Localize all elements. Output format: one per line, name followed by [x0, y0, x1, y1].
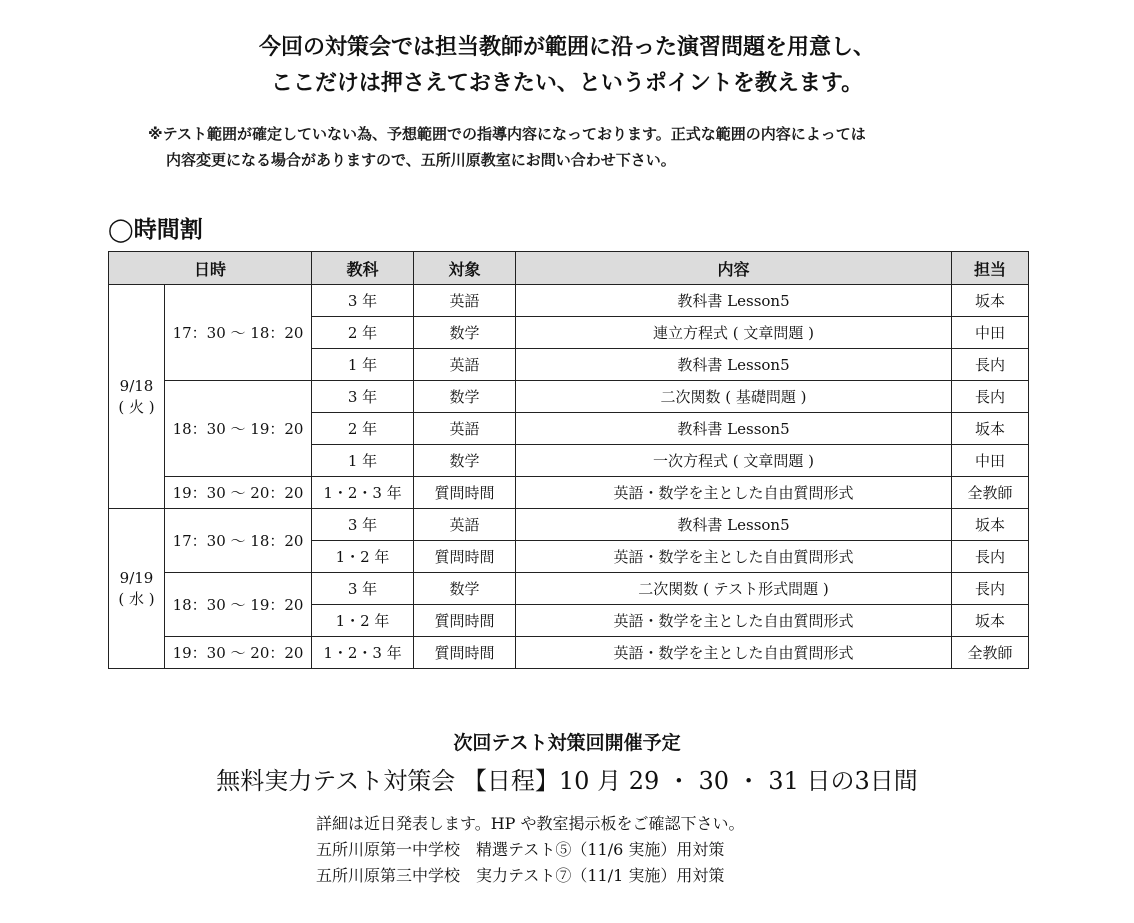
grade-cell: 3 年 [312, 285, 414, 317]
time-slot: 18：30 ～ 19：20 [165, 573, 312, 637]
subject-cell: 質問時間 [414, 605, 516, 637]
details-line-2: 五所川原第一中学校 精選テスト⑤（11/6 実施）用対策 [316, 840, 725, 859]
header-target: 対象 [414, 252, 516, 285]
content-cell: 教科書 Lesson5 [516, 509, 952, 541]
content-cell: 教科書 Lesson5 [516, 285, 952, 317]
header-subject: 教科 [312, 252, 414, 285]
grade-cell: 1・2・3 年 [312, 637, 414, 669]
details-line-1: 詳細は近日発表します。HP や教室掲示板をご確認下さい。 [316, 814, 745, 833]
date-cell [109, 509, 165, 669]
content-cell: 英語・数学を主とした自由質問形式 [516, 477, 952, 509]
time-slot: 19：30 ～ 20：20 [165, 477, 312, 509]
intro-line-1: 今回の対策会では担当教師が範囲に沿った演習問題を用意し、 [258, 35, 875, 60]
grade-cell: 3 年 [312, 381, 414, 413]
table-row [109, 381, 1029, 413]
grade-cell: 2 年 [312, 317, 414, 349]
next-event-heading: 次回テスト対策回開催予定 [453, 732, 681, 754]
details-line-3: 五所川原第三中学校 実力テスト⑦（11/1 実施）用対策 [316, 866, 725, 885]
content-cell: 英語・数学を主とした自由質問形式 [516, 541, 952, 573]
teacher-cell: 長内 [952, 541, 1029, 573]
weekday: ( 火 ) [118, 397, 155, 416]
date-cell [109, 285, 165, 509]
time-slot: 19：30 ～ 20：20 [165, 637, 312, 669]
teacher-cell: 長内 [952, 573, 1029, 605]
details-block [316, 811, 1016, 889]
time-slot: 18：30 ～ 19：20 [165, 381, 312, 477]
grade-cell: 1 年 [312, 349, 414, 381]
content-cell: 連立方程式 ( 文章問題 ) [516, 317, 952, 349]
subject-cell: 数学 [414, 445, 516, 477]
content-cell: 英語・数学を主とした自由質問形式 [516, 605, 952, 637]
notice [148, 121, 1048, 173]
table-row [109, 509, 1029, 541]
timetable [108, 251, 1029, 669]
teacher-cell: 全教師 [952, 477, 1029, 509]
teacher-cell: 坂本 [952, 605, 1029, 637]
subject-cell: 英語 [414, 285, 516, 317]
next-event-title: 無料実力テスト対策会 【日程】10 月 29 ・ 30 ・ 31 日の3日間 [216, 767, 918, 795]
header-date-time: 日時 [109, 252, 312, 285]
content-cell: 教科書 Lesson5 [516, 349, 952, 381]
grade-cell: 1 年 [312, 445, 414, 477]
subject-cell: 英語 [414, 349, 516, 381]
content-cell: 二次関数 ( テスト形式問題 ) [516, 573, 952, 605]
grade-cell: 3 年 [312, 509, 414, 541]
timetable-header-row [109, 252, 1029, 285]
teacher-cell: 全教師 [952, 637, 1029, 669]
teacher-cell: 長内 [952, 381, 1029, 413]
subject-cell: 英語 [414, 413, 516, 445]
time-slot: 17：30 ～ 18：20 [165, 285, 312, 381]
table-row [109, 573, 1029, 605]
grade-cell: 1・2・3 年 [312, 477, 414, 509]
section-heading-timetable: ◯時間割 [108, 217, 203, 243]
teacher-cell: 坂本 [952, 413, 1029, 445]
notice-line-2: 内容変更になる場合がありますので、五所川原教室にお問い合わせ下さい。 [166, 151, 676, 169]
header-teacher: 担当 [952, 252, 1029, 285]
teacher-cell: 中田 [952, 445, 1029, 477]
teacher-cell: 中田 [952, 317, 1029, 349]
table-row [109, 285, 1029, 317]
subject-cell: 数学 [414, 573, 516, 605]
weekday: ( 水 ) [118, 589, 155, 608]
table-row [109, 477, 1029, 509]
header-content: 内容 [516, 252, 952, 285]
grade-cell: 1・2 年 [312, 605, 414, 637]
grade-cell: 2 年 [312, 413, 414, 445]
content-cell: 教科書 Lesson5 [516, 413, 952, 445]
subject-cell: 質問時間 [414, 477, 516, 509]
content-cell: 二次関数 ( 基礎問題 ) [516, 381, 952, 413]
teacher-cell: 坂本 [952, 509, 1029, 541]
notice-line-1: ※テスト範囲が確定していない為、予想範囲での指導内容になっております。正式な範囲の内容によっては [148, 125, 866, 143]
next-event-block [0, 729, 1134, 799]
grade-cell: 3 年 [312, 573, 414, 605]
date: 9/19 [119, 568, 154, 587]
grade-cell: 1・2 年 [312, 541, 414, 573]
content-cell: 英語・数学を主とした自由質問形式 [516, 637, 952, 669]
subject-cell: 質問時間 [414, 541, 516, 573]
teacher-cell: 長内 [952, 349, 1029, 381]
intro-text [0, 30, 1134, 102]
table-row [109, 637, 1029, 669]
subject-cell: 数学 [414, 317, 516, 349]
subject-cell: 英語 [414, 509, 516, 541]
subject-cell: 質問時間 [414, 637, 516, 669]
teacher-cell: 坂本 [952, 285, 1029, 317]
content-cell: 一次方程式 ( 文章問題 ) [516, 445, 952, 477]
time-slot: 17：30 ～ 18：20 [165, 509, 312, 573]
subject-cell: 数学 [414, 381, 516, 413]
date: 9/18 [119, 376, 154, 395]
intro-line-2: ここだけは押さえておきたい、というポイントを教えます。 [270, 71, 864, 96]
